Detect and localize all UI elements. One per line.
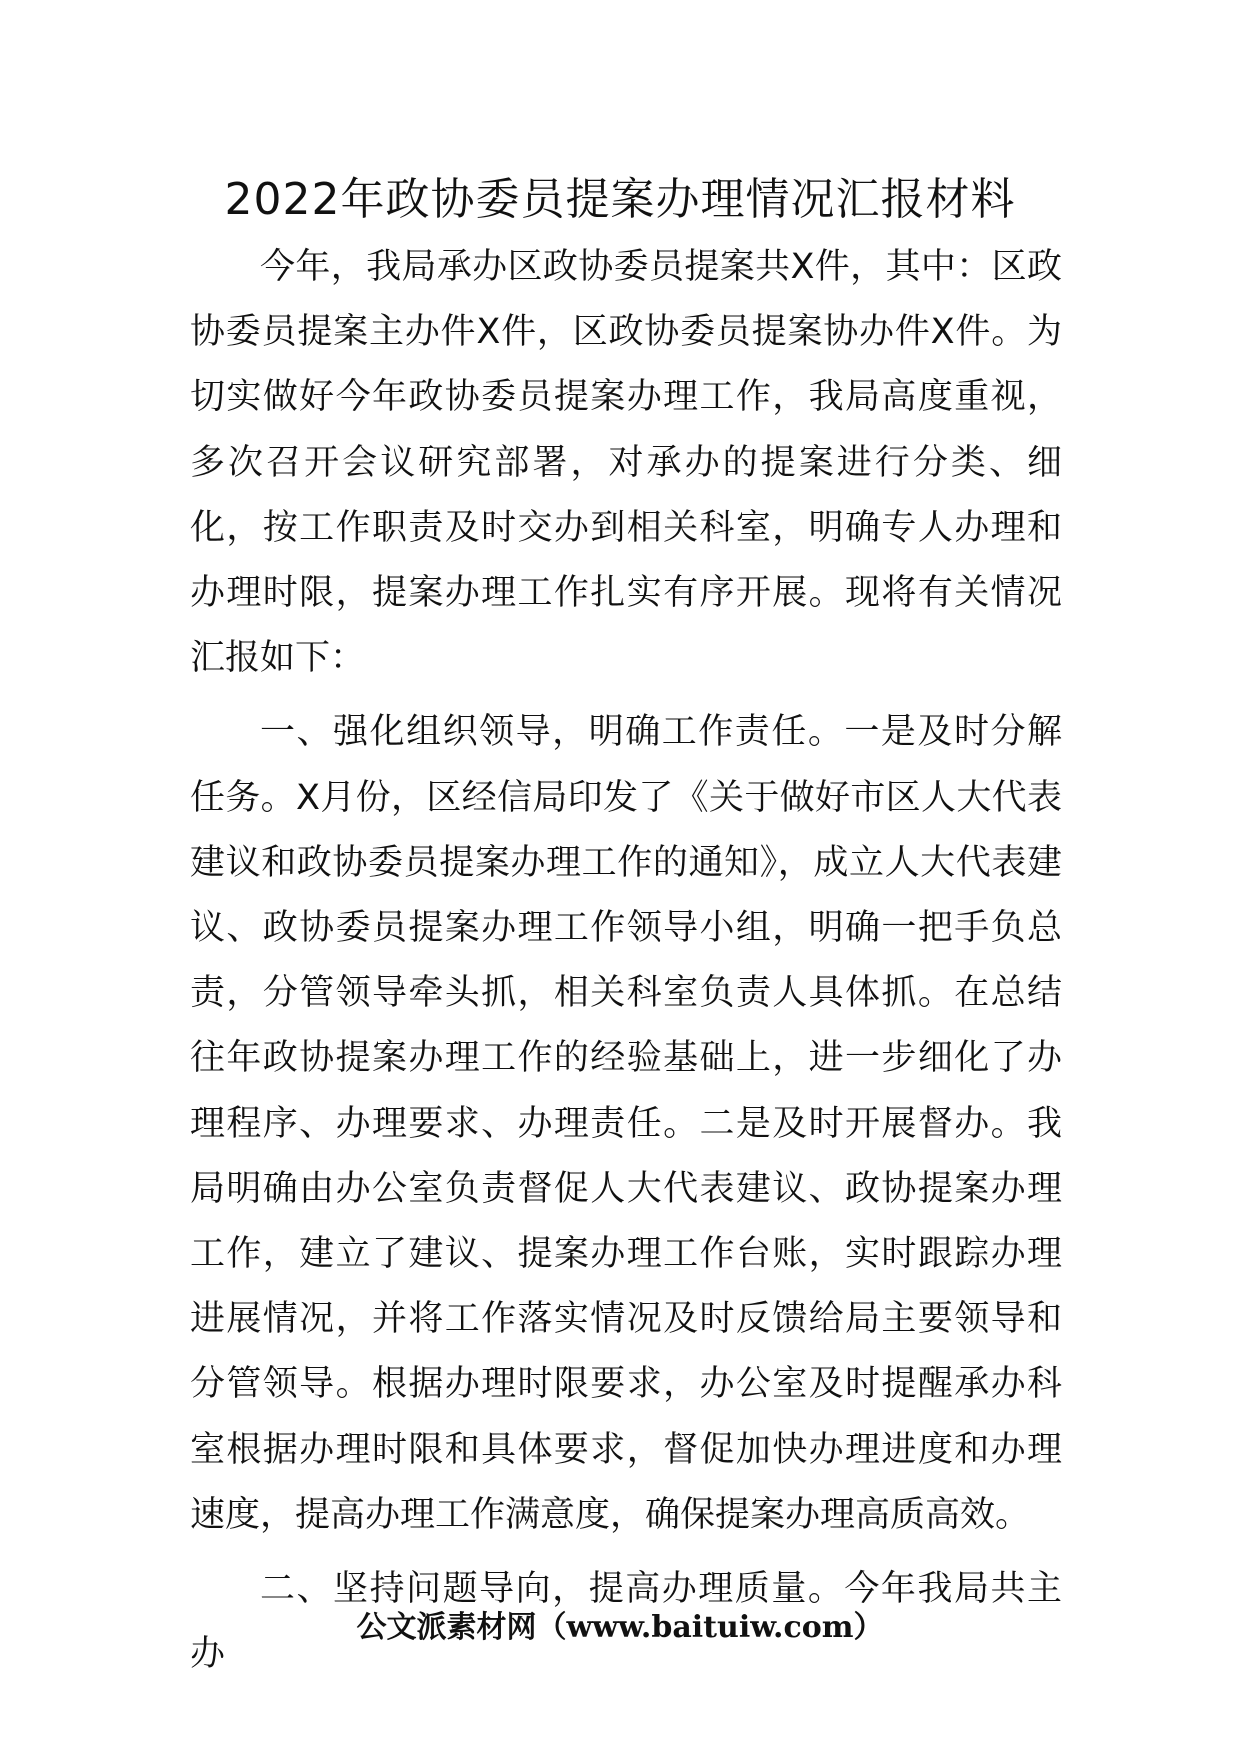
footer-watermark: 公文派素材网（www.baituiw.com） bbox=[356, 1610, 884, 1645]
paragraph-section-1: 一、强化组织领导，明确工作责任。一是及时分解任务。X月份，区经信局印发了《关于做好市区人大代表建议和政协委员提案办理工作的通知》，成立人大代表建议、政协委员提案办理工作领导小组，明确一把手负总责，分管领导牵头抓，相关科室负责人具体抓。在总结往年政协提案办理工作的经验基础上，进一步细化了办理程序、办理要求、办理责任。二是及时开展督办。我局明确由办公室负责督促人大代表建议、政协提案办理工作，建立了建议、提案办理工作台账，实时跟踪办理进展情况，并将工作落实情况及时反馈给局主要领导和分管领导。根据办理时限要求，办公室及时提醒承办科室根据办理时限和具体要求，督促加快办理进度和办理速度，提高办理工作满意度，确保提案办理高质高效。 bbox=[190, 712, 1062, 1535]
document-body bbox=[190, 235, 1062, 1687]
paragraph-intro: 今年，我局承办区政协委员提案共X件，其中：区政协委员提案主办件X件，区政协委员提案协办件X件。为切实做好今年政协委员提案办理工作，我局高度重视，多次召开会议研究部署，对承办的提案进行分类、细化，按工作职责及时交办到相关科室，明确专人办理和办理时限，提案办理工作扎实有序开展。现将有关情况汇报如下： bbox=[190, 247, 1062, 679]
paragraph-section-2: 二、坚持问题导向，提高办理质量。今年我局共主办 bbox=[190, 1569, 1062, 1675]
document-title: 2022年政协委员提案办理情况汇报材料 bbox=[224, 174, 1016, 225]
